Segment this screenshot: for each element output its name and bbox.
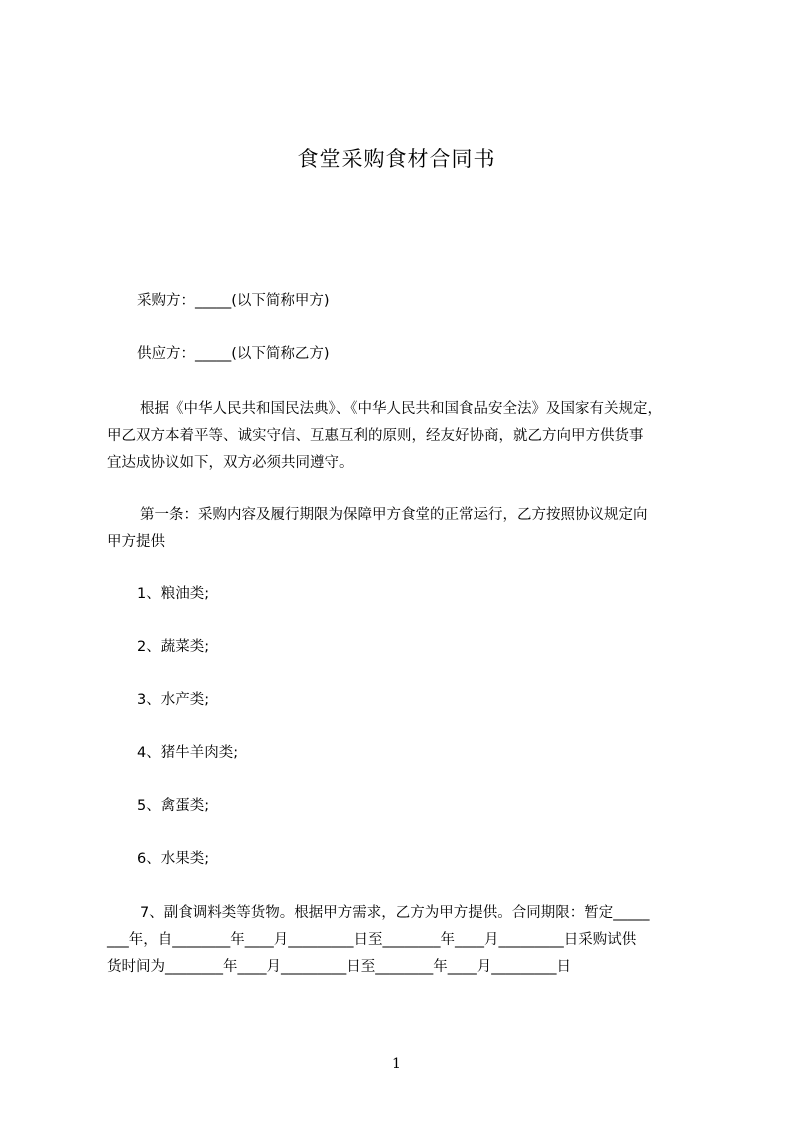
list-item: 4、猪牛羊肉类; — [137, 745, 239, 761]
list-item: 2、蔬菜类; — [137, 639, 210, 655]
preamble-line-1: 根据《中华人民共和国民法典》、《中华人民共和国食品安全法》及国家有关规定， — [140, 401, 662, 417]
list-item: 1、粮油类; — [137, 586, 210, 602]
list-item: 3、水产类; — [137, 692, 210, 708]
list-item: 5、禽蛋类; — [137, 798, 210, 814]
preamble-line-2: 甲乙双方本着平等、诚实守信、互惠互利的原则，经友好协商，就乙方向甲方供货事 — [107, 428, 644, 444]
item-seven-line-2: ___年，自________年____月_________日至________年____月_________日采购试供 — [107, 932, 637, 948]
supplier-line: 供应方：_____(以下简称乙方) — [137, 346, 330, 362]
item-seven-line-1: 7、副食调料类等货物。根据甲方需求，乙方为甲方提供。合同期限：暂定_____ — [140, 905, 650, 921]
page-number: 1 — [392, 1056, 401, 1072]
document-title: 食堂采购食材合同书 — [297, 147, 496, 171]
article-one-line-1: 第一条：采购内容及履行期限为保障甲方食堂的正常运行，乙方按照协议规定向 — [140, 507, 648, 523]
list-item: 6、水果类; — [137, 851, 210, 867]
preamble-line-3: 宜达成协议如下，双方必须共同遵守。 — [107, 455, 354, 471]
item-seven-line-3: 货时间为________年____月_________日至________年____月_________日 — [107, 959, 571, 975]
article-one-line-2: 甲方提供 — [107, 534, 165, 550]
buyer-line: 采购方：_____(以下简称甲方) — [137, 293, 330, 309]
